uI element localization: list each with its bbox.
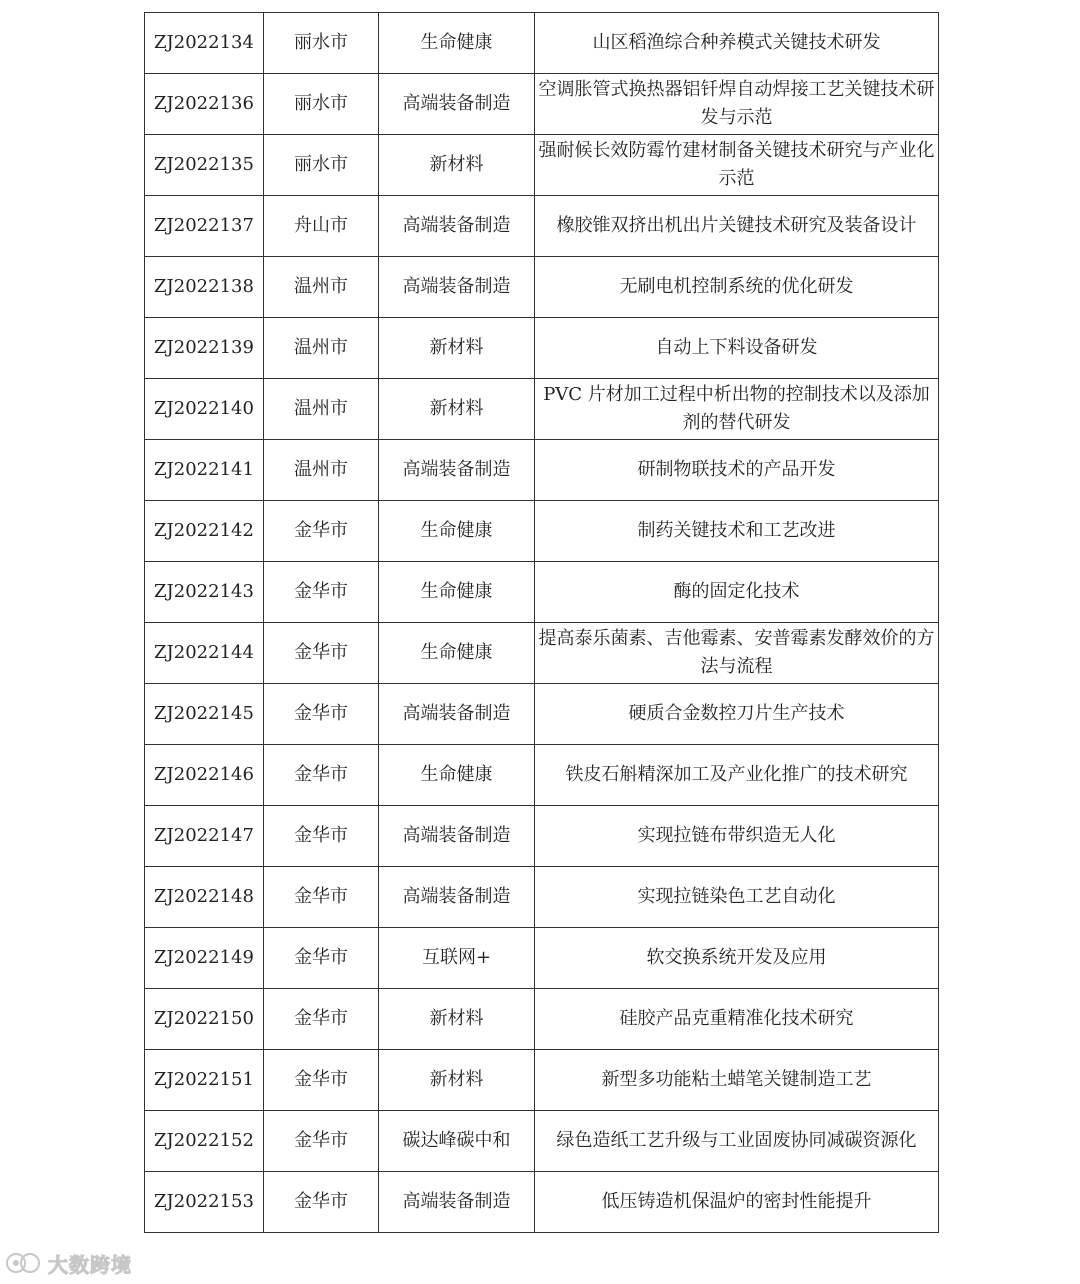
- field-cell: 高端装备制造: [379, 74, 535, 135]
- project-code-cell: ZJ2022152: [145, 1111, 264, 1172]
- field-cell: 新材料: [379, 318, 535, 379]
- table-row: [145, 745, 939, 806]
- project-code-cell: ZJ2022149: [145, 928, 264, 989]
- table-row: [145, 196, 939, 257]
- city-cell: 金华市: [264, 928, 379, 989]
- table-row: [145, 562, 939, 623]
- city-cell: 温州市: [264, 257, 379, 318]
- table-row: [145, 867, 939, 928]
- table-row: [145, 623, 939, 684]
- project-code-cell: ZJ2022141: [145, 440, 264, 501]
- project-code-cell: ZJ2022140: [145, 379, 264, 440]
- project-code-cell: ZJ2022142: [145, 501, 264, 562]
- city-cell: 丽水市: [264, 74, 379, 135]
- field-cell: 高端装备制造: [379, 867, 535, 928]
- field-cell: 生命健康: [379, 745, 535, 806]
- table-row: [145, 501, 939, 562]
- project-title-cell: 山区稻渔综合种养模式关键技术研发: [535, 13, 939, 74]
- project-table: [144, 12, 939, 1233]
- project-title-cell: 实现拉链布带织造无人化: [535, 806, 939, 867]
- project-code-cell: ZJ2022151: [145, 1050, 264, 1111]
- field-cell: 高端装备制造: [379, 806, 535, 867]
- project-code-cell: ZJ2022139: [145, 318, 264, 379]
- table-row: [145, 13, 939, 74]
- city-cell: 金华市: [264, 501, 379, 562]
- field-cell: 高端装备制造: [379, 1172, 535, 1233]
- city-cell: 金华市: [264, 1172, 379, 1233]
- project-title-cell: 铁皮石斛精深加工及产业化推广的技术研究: [535, 745, 939, 806]
- field-cell: 高端装备制造: [379, 440, 535, 501]
- project-code-cell: ZJ2022138: [145, 257, 264, 318]
- project-title-cell: 制药关键技术和工艺改进: [535, 501, 939, 562]
- project-code-cell: ZJ2022153: [145, 1172, 264, 1233]
- project-title-cell: 无刷电机控制系统的优化研发: [535, 257, 939, 318]
- table-body: [145, 13, 939, 1233]
- field-cell: 碳达峰碳中和: [379, 1111, 535, 1172]
- table-row: [145, 440, 939, 501]
- city-cell: 金华市: [264, 562, 379, 623]
- field-cell: 高端装备制造: [379, 257, 535, 318]
- project-code-cell: ZJ2022147: [145, 806, 264, 867]
- project-code-cell: ZJ2022150: [145, 989, 264, 1050]
- city-cell: 丽水市: [264, 135, 379, 196]
- city-cell: 金华市: [264, 684, 379, 745]
- table-row: [145, 806, 939, 867]
- city-cell: 金华市: [264, 1111, 379, 1172]
- project-title-cell: 空调胀管式换热器铝钎焊自动焊接工艺关键技术研发与示范: [535, 74, 939, 135]
- table-row: [145, 928, 939, 989]
- table-row: [145, 379, 939, 440]
- watermark: [4, 1248, 132, 1278]
- city-cell: 舟山市: [264, 196, 379, 257]
- project-title-cell: 新型多功能粘土蜡笔关键制造工艺: [535, 1050, 939, 1111]
- project-title-cell: PVC 片材加工过程中析出物的控制技术以及添加剂的替代研发: [535, 379, 939, 440]
- project-title-cell: 自动上下料设备研发: [535, 318, 939, 379]
- city-cell: 温州市: [264, 318, 379, 379]
- project-title-cell: 研制物联技术的产品开发: [535, 440, 939, 501]
- project-code-cell: ZJ2022137: [145, 196, 264, 257]
- project-title-cell: 硅胶产品克重精准化技术研究: [535, 989, 939, 1050]
- city-cell: 金华市: [264, 745, 379, 806]
- table-row: [145, 1050, 939, 1111]
- project-title-cell: 软交换系统开发及应用: [535, 928, 939, 989]
- project-title-cell: 酶的固定化技术: [535, 562, 939, 623]
- city-cell: 丽水市: [264, 13, 379, 74]
- field-cell: 生命健康: [379, 501, 535, 562]
- project-title-cell: 橡胶锥双挤出机出片关键技术研究及装备设计: [535, 196, 939, 257]
- city-cell: 金华市: [264, 989, 379, 1050]
- table-row: [145, 318, 939, 379]
- field-cell: 生命健康: [379, 13, 535, 74]
- project-code-cell: ZJ2022145: [145, 684, 264, 745]
- project-title-cell: 提高泰乐菌素、吉他霉素、安普霉素发酵效价的方法与流程: [535, 623, 939, 684]
- project-code-cell: ZJ2022136: [145, 74, 264, 135]
- project-title-cell: 实现拉链染色工艺自动化: [535, 867, 939, 928]
- field-cell: 新材料: [379, 1050, 535, 1111]
- field-cell: 高端装备制造: [379, 684, 535, 745]
- table-row: [145, 257, 939, 318]
- field-cell: 生命健康: [379, 623, 535, 684]
- field-cell: 生命健康: [379, 562, 535, 623]
- project-title-cell: 强耐候长效防霉竹建材制备关键技术研究与产业化示范: [535, 135, 939, 196]
- project-title-cell: 硬质合金数控刀片生产技术: [535, 684, 939, 745]
- logo-icon: [4, 1249, 44, 1277]
- city-cell: 金华市: [264, 623, 379, 684]
- project-code-cell: ZJ2022146: [145, 745, 264, 806]
- project-code-cell: ZJ2022148: [145, 867, 264, 928]
- project-code-cell: ZJ2022134: [145, 13, 264, 74]
- project-title-cell: 绿色造纸工艺升级与工业固废协同减碳资源化: [535, 1111, 939, 1172]
- table-row: [145, 1111, 939, 1172]
- project-code-cell: ZJ2022143: [145, 562, 264, 623]
- project-title-cell: 低压铸造机保温炉的密封性能提升: [535, 1172, 939, 1233]
- field-cell: 新材料: [379, 135, 535, 196]
- field-cell: 新材料: [379, 379, 535, 440]
- city-cell: 金华市: [264, 806, 379, 867]
- table-row: [145, 135, 939, 196]
- city-cell: 金华市: [264, 867, 379, 928]
- project-code-cell: ZJ2022135: [145, 135, 264, 196]
- project-code-cell: ZJ2022144: [145, 623, 264, 684]
- field-cell: 新材料: [379, 989, 535, 1050]
- city-cell: 金华市: [264, 1050, 379, 1111]
- city-cell: 温州市: [264, 379, 379, 440]
- field-cell: 互联网+: [379, 928, 535, 989]
- field-cell: 高端装备制造: [379, 196, 535, 257]
- table-row: [145, 684, 939, 745]
- city-cell: 温州市: [264, 440, 379, 501]
- table-row: [145, 1172, 939, 1233]
- watermark-text: 大数跨境: [48, 1252, 132, 1277]
- table-row: [145, 989, 939, 1050]
- table-row: [145, 74, 939, 135]
